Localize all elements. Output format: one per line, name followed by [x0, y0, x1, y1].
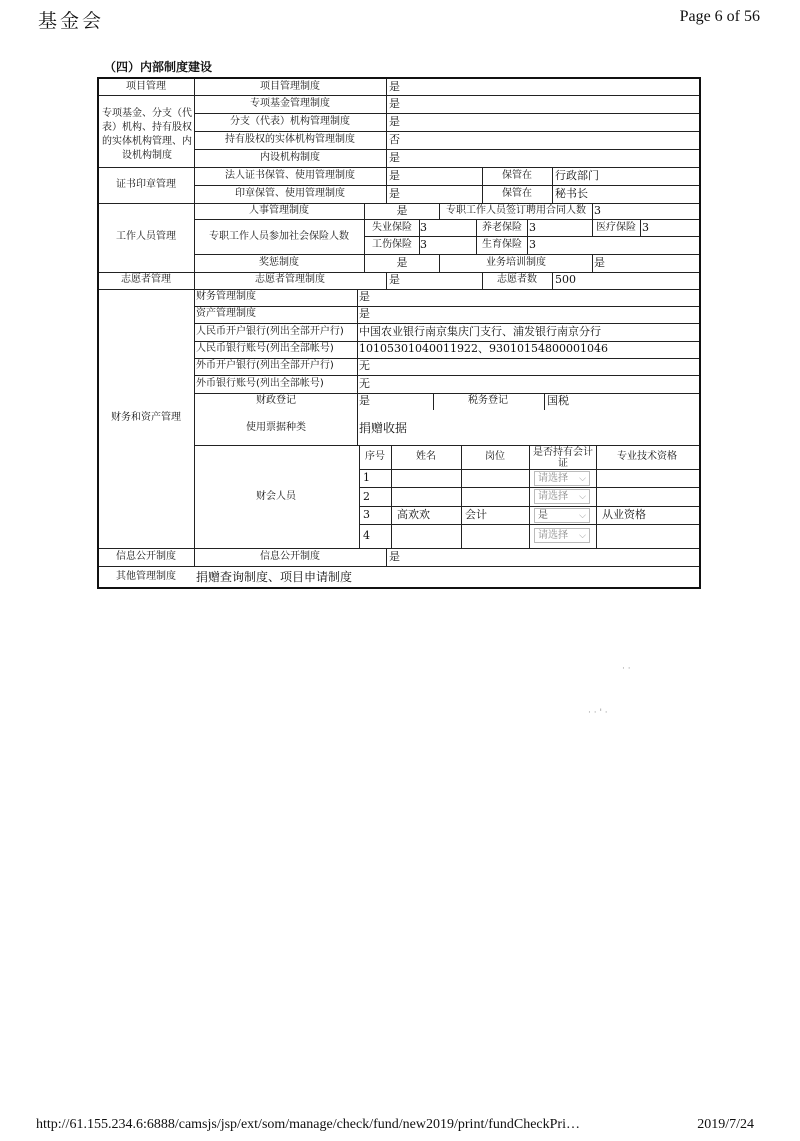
medical-label: 医疗保险: [596, 222, 636, 233]
volunteer-count-label: 志愿者数: [497, 274, 537, 285]
row-divider: [194, 113, 699, 114]
acc-row-qual: 从业资格: [602, 508, 646, 521]
row-divider: [364, 236, 699, 237]
col-divider: [640, 219, 641, 236]
maternity-value: 3: [529, 238, 536, 251]
reward-rule-value: 是: [396, 256, 408, 269]
fx-bank-label: 外币开户银行(列出全部开户行): [196, 360, 334, 371]
col-divider: [391, 445, 392, 548]
disclosure-category: 信息公开制度: [116, 551, 176, 562]
unemployment-label: 失业保险: [372, 222, 412, 233]
other-category: 其他管理制度: [116, 571, 176, 582]
row-divider: [194, 323, 699, 324]
acc-header-post: 岗位: [485, 451, 505, 462]
acc-header-no: 序号: [365, 451, 385, 462]
acc-header-cert: 是否持有会计证: [533, 447, 593, 469]
training-rule-value: 是: [594, 256, 605, 269]
acc-cert-select[interactable]: [534, 508, 590, 523]
finance-rule-value: 是: [359, 290, 370, 303]
internal-system-table: [97, 77, 701, 589]
rmb-bank-label: 人民币开户银行(列出全部开户行): [196, 326, 344, 337]
acc-cert-select-value: 请选择: [538, 491, 568, 502]
branch-value: 是: [389, 115, 400, 128]
col-divider: [527, 219, 528, 254]
seal-rule-label: 印章保管、使用管理制度: [235, 188, 345, 199]
other-rules-value: 捐赠查询制度、项目申请制度: [196, 570, 353, 584]
pension-label: 养老保险: [482, 222, 522, 233]
row-divider: [99, 548, 699, 549]
project-rule-value: 是: [389, 80, 400, 93]
col-divider: [592, 254, 593, 272]
volunteer-category: 志愿者管理: [121, 274, 171, 285]
volunteer-rule-label: 志愿者管理制度: [255, 274, 325, 285]
col-divider: [529, 445, 530, 548]
row-divider: [194, 445, 699, 446]
col-divider: [439, 254, 440, 272]
acc-cert-select[interactable]: [534, 489, 590, 504]
acc-cert-select-value: 是: [538, 510, 548, 521]
asset-rule-label: 资产管理制度: [196, 308, 256, 319]
row-divider: [194, 219, 699, 220]
volunteer-rule-value: 是: [389, 273, 400, 286]
internal-org-value: 是: [389, 151, 400, 164]
training-rule-label: 业务培训制度: [486, 257, 546, 268]
col-divider: [482, 167, 483, 203]
col-divider: [476, 219, 477, 254]
col-divider: [552, 167, 553, 203]
seal-keeper-label: 保管在: [502, 188, 532, 199]
branch-label: 分支（代表）机构管理制度: [230, 116, 350, 127]
seal-category: 证书印章管理: [116, 179, 176, 190]
disclosure-rule-label: 信息公开制度: [260, 551, 320, 562]
certificate-keeper-label: 保管在: [502, 170, 532, 181]
pension-value: 3: [529, 221, 536, 234]
insurance-count-label: 专职工作人员参加社会保险人数: [209, 231, 349, 242]
equity-entity-label: 持有股权的实体机构管理制度: [225, 134, 355, 145]
chevron-down-icon: ⌵: [579, 492, 586, 502]
col-divider: [482, 272, 483, 289]
row-divider: [194, 358, 699, 359]
chevron-down-icon: ⌵: [579, 531, 586, 541]
tax-registration-value: 国税: [547, 394, 569, 407]
fx-account-label: 外币银行账号(列出全部帐号): [196, 378, 324, 389]
scan-speck: · · ' ·: [588, 708, 608, 718]
certificate-keeper: 行政部门: [555, 169, 599, 182]
acc-row-no: 3: [363, 508, 370, 521]
seal-keeper: 秘书长: [555, 187, 588, 200]
row-divider: [99, 167, 699, 168]
col-divider: [592, 203, 593, 219]
volunteer-count: 500: [555, 273, 576, 286]
seal-rule-value: 是: [389, 187, 400, 200]
org-type-header: 基金会: [38, 10, 105, 32]
hr-rule-value: 是: [396, 204, 408, 217]
row-divider: [99, 95, 699, 96]
row-divider: [194, 254, 699, 255]
accountant-label: 财会人员: [256, 491, 296, 502]
bill-type-label: 使用票据种类: [246, 422, 306, 433]
col-divider: [461, 445, 462, 548]
rmb-account-value: 10105301040011922、93010154800001046: [359, 342, 608, 355]
row-divider: [194, 375, 699, 376]
col-divider: [433, 393, 434, 410]
finance-category: 财务和资产管理: [111, 412, 181, 423]
maternity-label: 生育保险: [482, 239, 522, 250]
acc-row-post: 会计: [465, 508, 487, 521]
acc-row-no: 2: [363, 490, 370, 503]
acc-row-no: 4: [363, 529, 370, 542]
acc-header-qual: 专业技术资格: [617, 451, 677, 462]
injury-value: 3: [420, 238, 427, 251]
row-divider: [194, 149, 699, 150]
row-divider: [194, 185, 699, 186]
equity-entity-value: 否: [389, 133, 400, 146]
section-title: （四）内部制度建设: [104, 60, 213, 74]
row-divider: [99, 566, 699, 567]
unemployment-value: 3: [420, 221, 427, 234]
row-divider: [194, 306, 699, 307]
col-divider: [552, 272, 553, 289]
row-divider: [194, 131, 699, 132]
col-divider: [364, 203, 365, 272]
page-url: http://61.155.234.6:6888/camsjs/jsp/ext/som/manage/check/fund/new2019/print/fundCheckPri…: [36, 1117, 580, 1132]
finance-rule-label: 财务管理制度: [196, 291, 256, 302]
injury-label: 工伤保险: [372, 239, 412, 250]
acc-cert-select[interactable]: [534, 471, 590, 486]
acc-header-name: 姓名: [416, 451, 436, 462]
fiscal-registration-value: 是: [359, 394, 370, 407]
fx-bank-value: 无: [359, 359, 370, 372]
internal-org-label: 内设机构制度: [260, 152, 320, 163]
chevron-down-icon: ⌵: [579, 474, 586, 484]
certificate-rule-value: 是: [389, 169, 400, 182]
rmb-bank-value: 中国农业银行南京集庆门支行、浦发银行南京分行: [359, 325, 601, 338]
reward-rule-label: 奖惩制度: [259, 257, 299, 268]
row-divider: [194, 393, 699, 394]
staff-category: 工作人员管理: [116, 231, 176, 242]
col-divider: [359, 445, 360, 548]
acc-row-name: 高欢欢: [397, 508, 430, 521]
row-divider: [99, 289, 699, 290]
contract-count-label: 专职工作人员签订聘用合同人数: [446, 205, 586, 216]
special-category: 专项基金、分支（代表）机构、持有股权的实体机构管理、内设机构制度: [102, 108, 192, 161]
medical-value: 3: [642, 221, 649, 234]
print-date: 2019/7/24: [697, 1117, 754, 1132]
asset-rule-value: 是: [359, 307, 370, 320]
hr-rule-label: 人事管理制度: [249, 205, 309, 216]
page-number: Page 6 of 56: [679, 8, 760, 25]
col-divider: [439, 203, 440, 219]
special-fund-label: 专项基金管理制度: [250, 98, 330, 109]
special-fund-value: 是: [389, 97, 400, 110]
tax-registration-label: 税务登记: [468, 395, 508, 406]
contract-count-value: 3: [594, 204, 601, 217]
col-divider: [544, 393, 545, 410]
col-divider: [386, 272, 387, 289]
col-divider: [592, 219, 593, 236]
rmb-account-label: 人民币银行账号(列出全部帐号): [196, 343, 334, 354]
scan-speck: · ·: [622, 664, 631, 674]
project-rule-label: 项目管理制度: [260, 81, 320, 92]
fiscal-registration-label: 财政登记: [256, 395, 296, 406]
fx-account-value: 无: [359, 377, 370, 390]
chevron-down-icon: ⌵: [579, 511, 586, 521]
acc-cert-select-value: 请选择: [538, 473, 568, 484]
disclosure-rule-value: 是: [389, 550, 400, 563]
col-divider: [357, 289, 358, 445]
certificate-rule-label: 法人证书保管、使用管理制度: [225, 170, 355, 181]
col-divider: [596, 445, 597, 548]
acc-row-no: 1: [363, 471, 370, 484]
acc-cert-select-value: 请选择: [538, 530, 568, 541]
acc-cert-select[interactable]: [534, 528, 590, 543]
project-category: 项目管理: [126, 81, 166, 92]
bill-type-value: 捐赠收据: [359, 421, 408, 435]
col-divider: [386, 79, 387, 203]
col-divider: [386, 548, 387, 566]
